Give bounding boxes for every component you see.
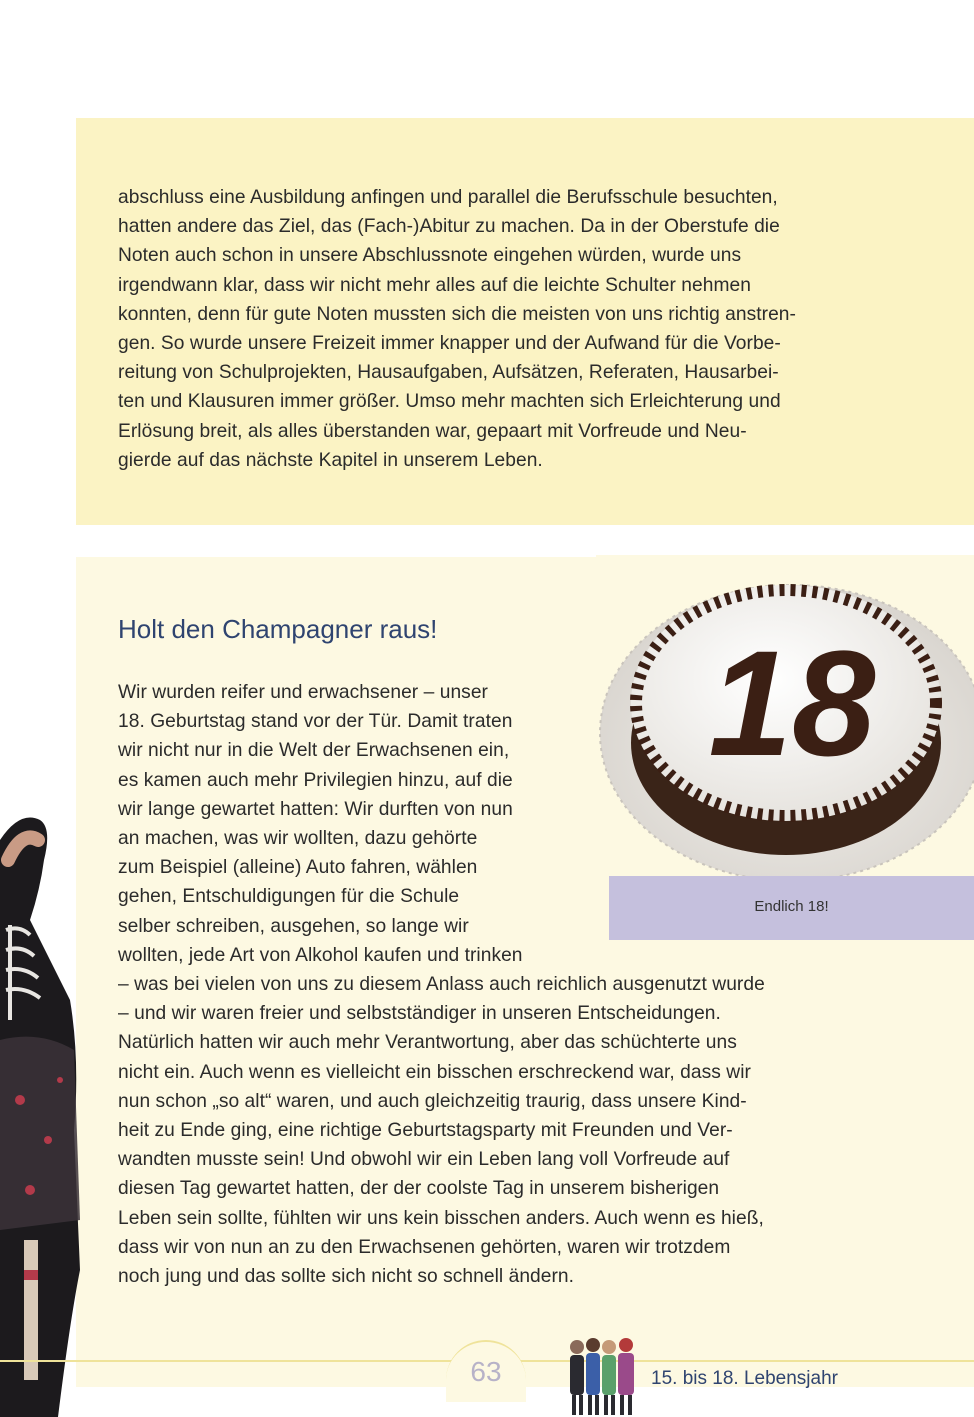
text-line: – was bei vielen von uns zu diesem Anlass auch reichlich ausgenutzt wurde <box>118 974 765 996</box>
text-line: Natürlich hatten wir auch mehr Verantwortung, aber das schüchterte uns <box>118 1032 737 1054</box>
text-line: Wir wurden reifer und erwachsener – unser <box>118 682 488 703</box>
text-line: wandten musste sein! Und obwohl wir ein Leben lang voll Vorfreude auf <box>118 1149 730 1171</box>
text-line: reitung von Schulprojekten, Hausaufgaben, Aufsätzen, Referaten, Hausarbei- <box>118 362 779 384</box>
text-line: nicht ein. Auch wenn es vielleicht ein bisschen erschreckend war, dass wir <box>118 1061 751 1083</box>
text-line: konnten, denn für gute Noten mussten sich die meisten von uns richtig anstren- <box>118 303 796 325</box>
text-line: gen. So wurde unsere Freizeit immer knapper und der Aufwand für die Vorbe- <box>118 333 781 355</box>
text-line: Noten auch schon in unsere Abschlussnote eingehen würden, wurde uns <box>118 245 742 267</box>
text-line: nun schon „so alt“ waren, und auch gleichzeitig traurig, dass unsere Kind- <box>118 1090 747 1112</box>
paragraph-intro <box>118 183 796 475</box>
text-line: diesen Tag gewartet hatten, der der coolste Tag in unserem bisherigen <box>118 1178 720 1200</box>
group-of-kids-photo <box>566 1333 642 1417</box>
text-line: noch jung und das sollte sich nicht so schnell ändern. <box>118 1266 575 1288</box>
text-line: selber schreiben, ausgehen, so lange wir <box>118 915 469 937</box>
text-line: wir lange gewartet hatten: Wir durften von nun <box>118 798 513 820</box>
paragraph-birthday <box>118 678 765 1291</box>
text-line: es kamen auch mehr Privilegien hinzu, auf die <box>118 769 513 791</box>
text-line: ten und Klausuren immer größer. Umso mehr machten sich Erleichterung und <box>118 391 781 413</box>
text-line: gierde auf das nächste Kapitel in unserem Leben. <box>118 449 543 471</box>
text-line: zum Beispiel (alleine) Auto fahren, wählen <box>118 857 478 879</box>
text-line: irgendwann klar, dass wir nicht mehr alles auf die leichte Schulter nehmen <box>118 274 751 296</box>
costumed-girl-photo <box>0 800 80 1417</box>
section-heading: Holt den Champagner raus! <box>118 614 438 644</box>
text-line: dass wir von nun an zu den Erwachsenen gehörten, waren wir trotzdem <box>118 1236 731 1258</box>
text-line: 18. Geburtstag stand vor der Tür. Damit traten <box>118 711 513 733</box>
text-line: an machen, was wir wollten, dazu gehörte <box>118 828 478 850</box>
text-line: Erlösung breit, als alles überstanden war, gepaart mit Vorfreude und Neu- <box>118 420 747 442</box>
cake-number: 18 <box>708 619 876 787</box>
text-line: gehen, Entschuldigungen für die Schule <box>118 886 460 908</box>
chapter-label: 15. bis 18. Lebensjahr <box>651 1368 838 1389</box>
caption-text: Endlich 18! <box>754 898 829 915</box>
text-line: abschluss eine Ausbildung anfingen und parallel die Berufsschule besuchten, <box>118 187 778 208</box>
text-line: wollten, jede Art von Alkohol kaufen und trinken <box>118 944 523 966</box>
text-line: – und wir waren freier und selbstständiger in unseren Entscheidungen. <box>118 1003 721 1025</box>
text-line: hatten andere das Ziel, das (Fach-)Abitur zu machen. Da in der Oberstufe die <box>118 216 780 238</box>
text-line: wir nicht nur in die Welt der Erwachsenen ein, <box>118 740 510 762</box>
text-line: heit zu Ende ging, eine richtige Geburtstagsparty mit Freunden und Ver- <box>118 1120 733 1142</box>
text-line: Leben sein sollte, fühlten wir uns kein bisschen anders. Auch wenn es hieß, <box>118 1207 764 1229</box>
page-number: 63 <box>470 1356 502 1387</box>
